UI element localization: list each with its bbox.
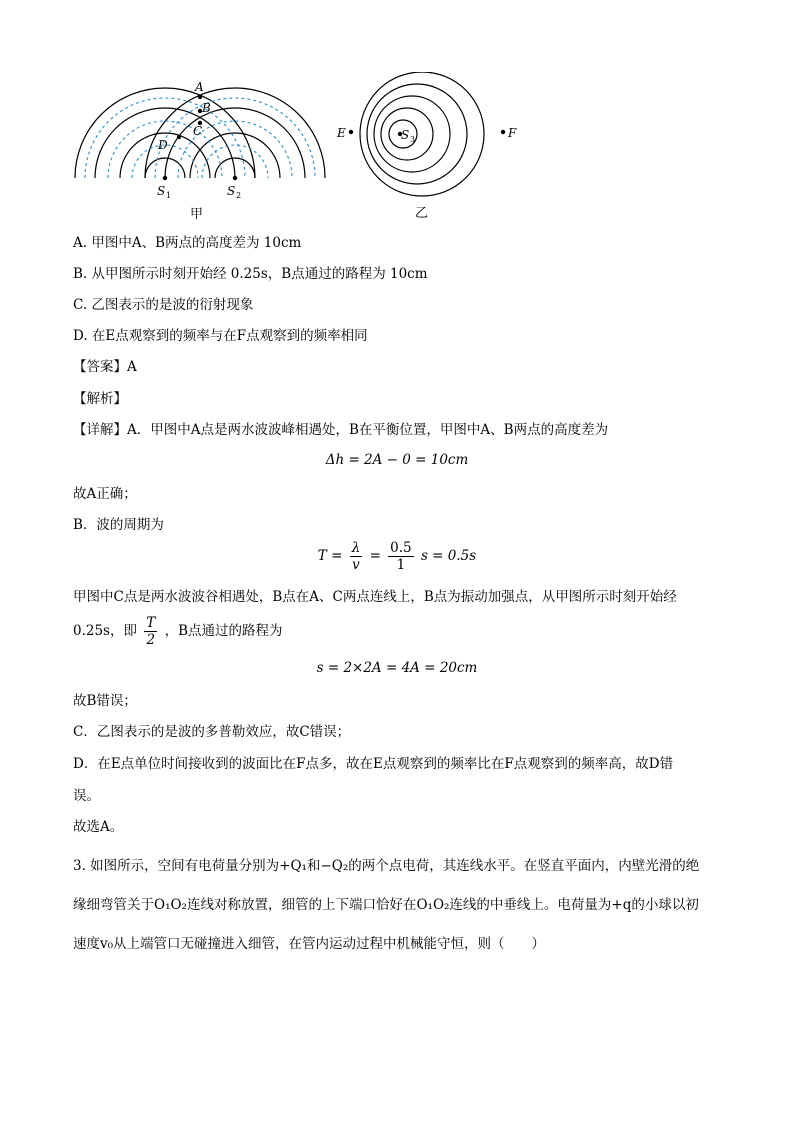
- eq2-num: 0.5: [390, 540, 412, 556]
- label-a: A: [195, 80, 204, 94]
- label-d: D: [158, 138, 168, 152]
- caption-yi: 乙: [415, 206, 429, 221]
- b-frac-num: T: [146, 615, 156, 631]
- question-3-line-2: 缘细弯管关于O₁O₂连线对称放置，细管的上下端口恰好在O₁O₂连线的中垂线上。电荷量为+q的小球以初: [73, 897, 699, 913]
- label-s3: S: [401, 128, 410, 142]
- label-s2-sub: 2: [236, 191, 242, 200]
- figure-yi: [335, 72, 525, 222]
- question-3-line-3: 速度v₀从上端管口无碰撞进入细管，在管内运动过程中机械能守恒，则（ ）: [73, 936, 546, 952]
- conclusion-a: 故A正确；: [73, 486, 137, 502]
- label-c: C: [193, 124, 203, 138]
- conclusion-b: 故B错误；: [73, 693, 137, 709]
- d-text-1: D．在E点单位时间接收到的波面比在F点多，故在E点观察到的频率比在F点观察到的频率高，故D错: [73, 756, 674, 772]
- equation-3: s = 2×2A = 4A = 20cm: [316, 660, 478, 676]
- source-s1: [163, 176, 167, 180]
- option-a: A. 甲图中A、B两点的高度差为 10cm: [73, 235, 302, 251]
- figure-jia: [70, 75, 330, 225]
- point-a: [198, 95, 202, 99]
- eq2-frac-lambda-v: [350, 540, 363, 573]
- caption-jia: 甲: [190, 207, 204, 222]
- point-d: [177, 135, 181, 139]
- b-text-2: [73, 614, 283, 648]
- eq2-left: T =: [317, 548, 343, 564]
- b-text-1: 甲图中C点是两水波波谷相遇处，B点在A、C两点连线上，B点为振动加强点，从甲图所示时刻开始经: [73, 589, 677, 605]
- answer: 【答案】A: [73, 359, 137, 375]
- label-e: E: [337, 126, 346, 140]
- point-f: [501, 130, 505, 134]
- label-s3-sub: 3: [410, 135, 416, 144]
- b-intro: B．波的周期为: [73, 517, 164, 533]
- b-frac: [144, 615, 157, 648]
- eq2-lambda: λ: [351, 540, 361, 556]
- equation-2: [0, 540, 794, 573]
- option-c: C. 乙图表示的是波的衍射现象: [73, 297, 254, 313]
- b-text-2-post: ，B点通过的路程为: [164, 623, 283, 639]
- eq2-mid: =: [369, 548, 381, 564]
- question-3-line-1: 3. 如图所示，空间有电荷量分别为+Q₁和−Q₂的两个点电荷，其连线水平。在竖直平面内，内壁光滑的绝: [73, 858, 700, 874]
- d-text-2: 误。: [73, 788, 100, 804]
- label-s2: S: [227, 184, 236, 198]
- final-choice: 故选A。: [73, 819, 124, 835]
- b-frac-den: 2: [146, 632, 156, 648]
- option-b: B. 从甲图所示时刻开始经 0.25s，B点通过的路程为 10cm: [73, 266, 428, 282]
- label-b: B: [202, 101, 211, 115]
- eq2-right: s = 0.5s: [420, 548, 477, 564]
- option-d: D. 在E点观察到的频率与在F点观察到的频率相同: [73, 328, 368, 344]
- b-text-2-pre: 0.25s，即: [73, 623, 137, 639]
- label-f: F: [508, 126, 517, 140]
- eq2-frac-number: [388, 540, 413, 573]
- source-s2: [233, 176, 237, 180]
- point-e: [349, 130, 353, 134]
- eq2-den: 1: [396, 557, 406, 573]
- analysis-heading: 【解析】: [73, 391, 127, 407]
- eq2-v: v: [352, 557, 360, 573]
- detail-line-1: 【详解】A．甲图中A点是两水波波峰相遇处，B在平衡位置，甲图中A、B两点的高度差为: [73, 422, 609, 438]
- label-s1: S: [157, 184, 166, 198]
- equation-1: Δh = 2A − 0 = 10cm: [325, 452, 469, 468]
- c-text: C．乙图表示的是波的多普勒效应，故C错误；: [73, 724, 351, 740]
- label-s1-sub: 1: [166, 191, 172, 200]
